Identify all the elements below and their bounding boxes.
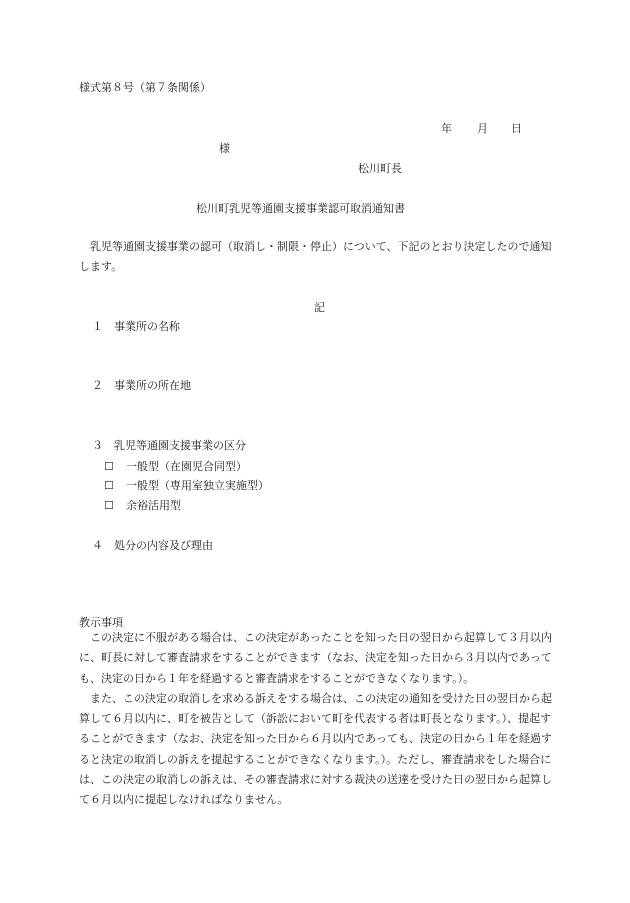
notice-body (79, 628, 559, 811)
item-facility-address (92, 380, 191, 391)
notice-paragraph-lawsuit: また、この決定の取消しを求める訴えをする場合は、この決定の通知を受けた日の翌日から起算して６月以内に、町を被告として（訴訟において町を代表する者は町長となります。）、提起することができます（なお、決定を知った日から６月以内であっても、決定の日から１年を経過すると決定の取消しの訴えを提起することができなくなります。）。ただし、審査請求をした場合には、この決定の取消しの訴えは、その審査請求に対する裁決の送達を受けた日の翌日から起算して６月以内に提起しなければなりません。 (79, 691, 552, 807)
item-facility-name (92, 321, 180, 332)
item-number: ２ (92, 379, 103, 392)
date-year: 年 (441, 122, 452, 135)
checkbox[interactable]: ☐ (104, 499, 114, 512)
option-label: 一般型（在園児合同型） (126, 460, 247, 473)
item-business-category (92, 440, 246, 451)
item-number: １ (92, 320, 103, 333)
addressee: 様 (219, 142, 230, 155)
checkbox[interactable]: ☐ (104, 479, 114, 492)
item-label: 事業所の所在地 (114, 379, 191, 392)
document-title: 松川町乳児等通園支援事業認可取消通知書 (196, 202, 405, 215)
ki-heading: 記 (314, 301, 325, 314)
date-line (441, 123, 522, 134)
category-option-general-dedicated[interactable] (104, 480, 269, 491)
item-label: 乳児等通園支援事業の区分 (114, 439, 246, 452)
intro-paragraph: 乳児等通園支援事業の認可（取消し・制限・停止）について、下記のとおり決定したので通知します。 (79, 240, 552, 273)
category-option-surplus[interactable] (104, 500, 181, 511)
date-month: 月 (477, 122, 488, 135)
notice-paragraph-appeal: この決定に不服がある場合は、この決定があったことを知った日の翌日から起算して３月以内に、町長に対して審査請求をすることができます（なお、決定を知った日から３月以内であっても、決定の日から１年を経過すると審査請求をすることができなくなります。）。 (79, 631, 552, 685)
item-disposition-reason (92, 540, 213, 551)
item-number: ４ (92, 539, 103, 552)
category-option-general-joint[interactable] (104, 461, 247, 472)
option-label: 一般型（専用室独立実施型） (126, 479, 269, 492)
option-label: 余裕活用型 (126, 499, 181, 512)
form-number: 様式第８号（第７条関係） (79, 81, 211, 94)
item-label: 処分の内容及び理由 (114, 539, 213, 552)
checkbox[interactable]: ☐ (104, 460, 114, 473)
issuer: 松川町長 (358, 162, 402, 175)
item-number: ３ (92, 439, 103, 452)
date-day: 日 (511, 122, 522, 135)
item-label: 事業所の名称 (114, 320, 180, 333)
notice-heading: 教示事項 (79, 616, 123, 629)
